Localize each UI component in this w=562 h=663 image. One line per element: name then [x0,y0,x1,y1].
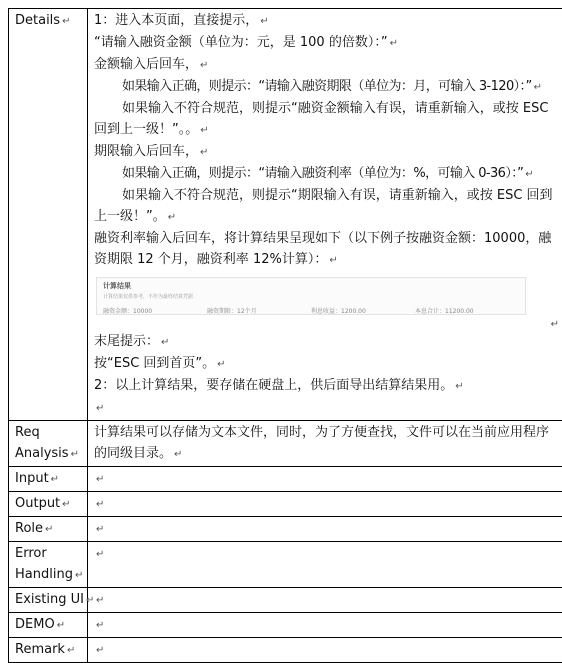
paragraph-mark-icon: ↵ [96,499,104,510]
content-input [88,467,562,492]
label-input: Input ↵ [9,467,88,492]
image-paragraph-end [94,317,559,331]
paragraph-mark-icon: ↵ [96,474,104,485]
paragraph-mark-icon: ↵ [75,570,83,581]
paragraph-mark-icon: ↵ [62,499,70,510]
details-line-10: 末尾提示： ↵ [94,331,559,353]
details-empty-line [94,397,559,419]
row-details [9,9,562,421]
paragraph-mark-icon: ↵ [62,16,70,27]
label-details [9,9,88,421]
content-details [88,9,562,421]
label-remark: Remark ↵ [9,638,88,663]
paragraph-mark-icon: ↵ [96,645,104,656]
row-remark [9,638,562,663]
content-error-handling [88,542,562,588]
label-output: Output ↵ [9,492,88,517]
paragraph-mark-icon: ↵ [67,645,75,656]
details-line-1: 1：进入本页面，直接提示， ↵ [94,10,559,32]
details-line-4: 如果输入正确，则提示：“请输入融资期限（单位为：月，可输入 3-120）：” ↵ [94,76,559,98]
paragraph-mark-icon: ↵ [260,16,268,27]
row-input [9,467,562,492]
label-req-analysis: Req Analysis ↵ [9,421,88,467]
label-role: Role ↵ [9,517,88,542]
content-remark [88,638,562,663]
details-line-3: 金额输入后回车， ↵ [94,54,559,76]
paragraph-mark-icon: ↵ [200,147,208,158]
label-existing-ui: Existing UI ↵ [9,588,88,613]
paragraph-mark-icon: ↵ [96,620,104,631]
result-field-term: 融资期限：12个月 [207,307,311,317]
result-card-image [96,277,526,315]
paragraph-mark-icon: ↵ [96,595,104,606]
details-line-6: 期限输入后回车， ↵ [94,141,559,163]
paragraph-mark-icon: ↵ [200,60,208,71]
label-details-text: Details [15,13,60,28]
paragraph-mark-icon: ↵ [161,337,169,348]
paragraph-mark-icon: ↵ [217,359,225,370]
paragraph-mark-icon: ↵ [174,449,182,460]
label-demo: DEMO ↵ [9,613,88,638]
paragraph-mark-icon: ↵ [551,319,559,330]
paragraph-mark-icon: ↵ [45,524,53,535]
paragraph-mark-icon: ↵ [71,449,79,460]
paragraph-mark-icon: ↵ [329,255,337,266]
paragraph-mark-icon: ↵ [168,212,176,223]
paragraph-mark-icon: ↵ [200,125,208,136]
result-card-subtitle: 计算结果仅供参考，不作为最终结算凭据 [103,292,519,302]
paragraph-mark-icon: ↵ [51,474,59,485]
details-line-8: 如果输入不符合规范，则提示“期限输入有误，请重新输入，或按 ESC 回到上一级！”。 ↵ [94,185,559,228]
row-req-analysis [9,421,562,467]
result-field-interest: 利息收益：1200.00 [311,307,415,317]
details-line-7: 如果输入正确，则提示：“请输入融资利率（单位为：%，可输入 0-36）：” ↵ [94,163,559,185]
result-card-fields [103,307,519,317]
row-error-handling [9,542,562,588]
paragraph-mark-icon: ↵ [525,169,533,180]
result-card-title: 计算结果 [103,281,519,291]
content-demo [88,613,562,638]
content-req-analysis: 计算结果可以存储为文本文件，同时，为了方便查找，文件可以在当前应用程序的同级目录。 ↵ [88,421,562,467]
result-field-amount: 融资金额：10000 [103,307,207,317]
paragraph-mark-icon: ↵ [96,524,104,535]
paragraph-mark-icon: ↵ [57,620,65,631]
details-line-11: 按“ESC 回到首页”。 ↵ [94,353,559,375]
content-role [88,517,562,542]
row-demo [9,613,562,638]
spec-table [8,8,562,663]
details-line-2: “请输入融资金额（单位为：元，是 100 的倍数）：” ↵ [94,32,559,54]
result-field-total: 本息合计：11200.00 [415,307,519,317]
label-error-handling: Error Handling ↵ [9,542,88,588]
row-output [9,492,562,517]
paragraph-mark-icon: ↵ [534,82,542,93]
paragraph-mark-icon: ↵ [96,549,104,560]
content-existing-ui [88,588,562,613]
paragraph-mark-icon: ↵ [86,595,94,606]
paragraph-mark-icon: ↵ [390,38,398,49]
paragraph-mark-icon: ↵ [455,381,463,392]
details-line-5: 如果输入不符合规范，则提示“融资金额输入有误，请重新输入，或按 ESC 回到上一级！”。。 ↵ [94,98,559,141]
row-existing-ui [9,588,562,613]
content-output [88,492,562,517]
paragraph-mark-icon: ↵ [96,403,104,414]
row-role [9,517,562,542]
details-line-9: 融资利率输入后回车，将计算结果呈现如下（以下例子按融资金额：10000，融资期限 12 个月，融资利率 12%计算）： ↵ [94,228,559,271]
details-line-12: 2：以上计算结果，要存储在硬盘上，供后面导出结算结果用。 ↵ [94,375,559,397]
